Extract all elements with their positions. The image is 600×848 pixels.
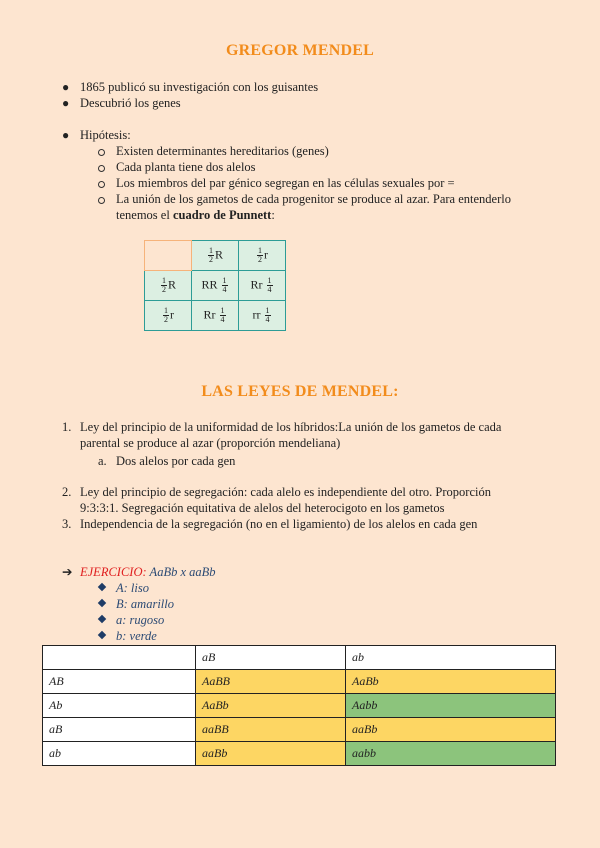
list-number: 3. xyxy=(62,517,72,531)
hipotesis-item: Cada planta tiene dos alelos xyxy=(116,160,256,174)
hipotesis-item: La unión de los gametos de cada progenitor se produce al azar. Para entenderlo xyxy=(116,192,511,206)
ley-1-line-2: parental se produce al azar (proporción mendeliana) xyxy=(80,436,341,450)
table-header-cell xyxy=(43,646,196,670)
allele-item: b: verde xyxy=(116,629,157,643)
punnett-cell: RR $\frac{1}{4}$ xyxy=(192,271,239,301)
list-number: 1. xyxy=(62,420,72,434)
bullet-dot: ● xyxy=(62,80,70,94)
fraction-half: $\frac{1}{2}$ xyxy=(208,246,213,264)
bullet-item: 1865 publicó su investigación con los guisantes xyxy=(80,80,319,94)
bullet-dot: ● xyxy=(62,96,70,110)
ejercicio-label: EJERCICIO: xyxy=(80,565,147,579)
hipotesis-continuation xyxy=(116,207,275,223)
punnett-cell: rr $\frac{1}{4}$ xyxy=(239,301,286,331)
table-cell: aaBb xyxy=(346,718,556,742)
bullet-dot: ● xyxy=(62,128,70,142)
hipotesis-item: Existen determinantes hereditarios (genes) xyxy=(116,144,329,158)
title-gregor-mendel: GREGOR MENDEL xyxy=(226,42,374,59)
table-cell: AaBB xyxy=(196,670,346,694)
table-row xyxy=(43,670,556,694)
arrow-icon: ➔ xyxy=(62,565,73,579)
row-label: AB xyxy=(43,670,196,694)
table-cell: aaBb xyxy=(196,742,346,766)
fraction-quarter: $\frac{1}{4}$ xyxy=(222,276,227,294)
ejercicio-cross: AaBb x aaBb xyxy=(146,565,216,579)
exercise-table xyxy=(42,645,556,766)
fraction-half: $\frac{1}{2}$ xyxy=(164,306,168,324)
list-number: 2. xyxy=(62,485,72,499)
punnett-corner xyxy=(145,241,192,271)
punnett-row-header: $\frac{1}{2}$ R xyxy=(145,271,192,301)
continuation-text: tenemos el xyxy=(116,208,173,222)
circle-bullet-icon xyxy=(98,165,105,172)
table-row xyxy=(43,718,556,742)
title-leyes-de-mendel: LAS LEYES DE MENDEL: xyxy=(201,383,399,400)
ley-2-line-1: Ley del principio de segregación: cada alelo es independiente del otro. Proporción xyxy=(80,485,491,499)
allele-item: A: liso xyxy=(116,581,149,595)
continuation-colon: : xyxy=(271,208,275,222)
table-cell: AaBb xyxy=(196,694,346,718)
fraction-half: $\frac{1}{2}$ xyxy=(258,246,262,264)
table-row xyxy=(43,742,556,766)
punnett-term: cuadro de Punnett xyxy=(172,208,272,222)
table-header-cell: ab xyxy=(346,646,556,670)
ley-2-line-2: 9:3:3:1. Segregación equitativa de alelos del heterocigoto en los gametos xyxy=(80,501,445,515)
ley-1-sub: Dos alelos por cada gen xyxy=(116,454,236,468)
allele-item: a: rugoso xyxy=(116,613,165,627)
table-cell: AaBb xyxy=(346,670,556,694)
row-label: Ab xyxy=(43,694,196,718)
list-letter: a. xyxy=(98,454,107,468)
table-cell: aabb xyxy=(346,742,556,766)
table-header-cell: aB xyxy=(196,646,346,670)
bullet-item: Descubrió los genes xyxy=(80,96,181,110)
circle-bullet-icon xyxy=(98,197,105,204)
diamond-bullet-icon xyxy=(98,599,106,607)
ley-3: Independencia de la segregación (no en el ligamiento) de los alelos en cada gen xyxy=(80,517,478,531)
punnett-col-header: $\frac{1}{2}$ R xyxy=(192,241,239,271)
diamond-bullet-icon xyxy=(98,615,106,623)
table-cell: aaBB xyxy=(196,718,346,742)
punnett-square xyxy=(144,240,286,331)
circle-bullet-icon xyxy=(98,181,105,188)
ejercicio-heading xyxy=(80,564,216,580)
diamond-bullet-icon xyxy=(98,631,106,639)
allele-item: B: amarillo xyxy=(116,597,174,611)
table-row xyxy=(43,694,556,718)
ley-1-line-1: Ley del principio de la uniformidad de los híbridos:La unión de los gametos de cada xyxy=(80,420,502,434)
row-label: ab xyxy=(43,742,196,766)
row-label: aB xyxy=(43,718,196,742)
fraction-quarter: $\frac{1}{4}$ xyxy=(220,306,225,324)
punnett-cell: Rr $\frac{1}{4}$ xyxy=(239,271,286,301)
punnett-cell: Rr $\frac{1}{4}$ xyxy=(192,301,239,331)
table-cell: Aabb xyxy=(346,694,556,718)
fraction-quarter: $\frac{1}{4}$ xyxy=(267,276,272,294)
punnett-row-header: $\frac{1}{2}$ r xyxy=(145,301,192,331)
hipotesis-item: Los miembros del par génico segregan en las células sexuales por = xyxy=(116,176,455,190)
fraction-quarter: $\frac{1}{4}$ xyxy=(265,306,270,324)
circle-bullet-icon xyxy=(98,149,105,156)
hipotesis-label: Hipótesis: xyxy=(80,128,131,142)
punnett-col-header: $\frac{1}{2}$ r xyxy=(239,241,286,271)
fraction-half: $\frac{1}{2}$ xyxy=(161,276,166,294)
diamond-bullet-icon xyxy=(98,583,106,591)
